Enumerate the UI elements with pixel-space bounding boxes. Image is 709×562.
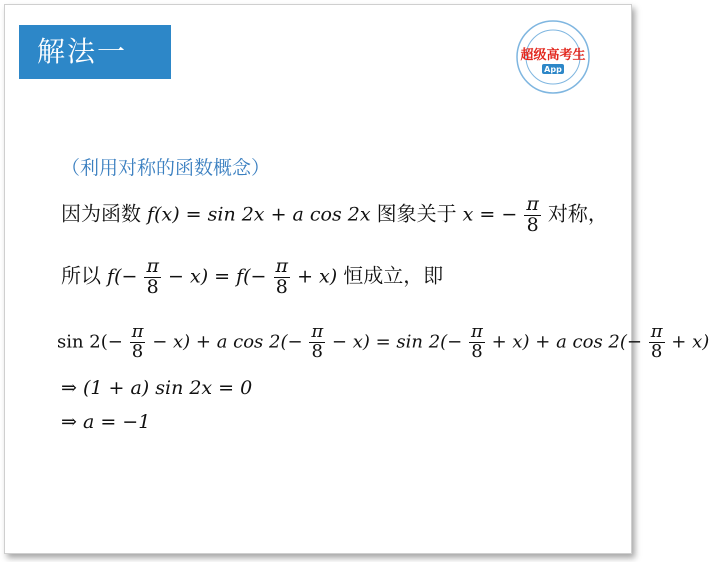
line3-fraction-2 — [309, 323, 325, 362]
line3-fraction-4 — [649, 323, 665, 362]
fraction-denominator: 8 — [275, 275, 288, 298]
subtitle: （利用对称的函数概念） — [61, 157, 271, 179]
line2-fraction-a — [144, 257, 161, 298]
line3-p5: + x) — [671, 331, 709, 353]
equation-line-5: ⇒ a = −1 — [61, 411, 151, 433]
fraction-numerator: π — [471, 321, 483, 342]
method-title-tag — [19, 25, 171, 79]
line2-fraction-b — [274, 257, 291, 298]
logo-brand-text: 超级高考生 — [520, 48, 586, 63]
fraction-numerator: π — [526, 193, 539, 215]
logo-sub-text: App — [544, 65, 562, 74]
line2-mid1: − x) = f(− — [168, 265, 267, 288]
line1-suffix: 对称， — [547, 201, 608, 226]
line2-prefix: 所以 — [61, 263, 101, 288]
equation-line-4: ⇒ (1 + a) sin 2x = 0 — [61, 377, 253, 399]
equation-line-3 — [57, 323, 709, 362]
line2-suffix: 恒成立，即 — [343, 263, 444, 288]
line3-p1: sin 2(− — [57, 331, 123, 353]
line1-prefix: 因为函数 — [61, 201, 141, 226]
fraction-denominator: 8 — [146, 275, 159, 298]
fraction-numerator: π — [275, 255, 289, 277]
slide-card — [4, 4, 709, 554]
line1-eq-lhs: x = − — [462, 203, 518, 226]
line3-p2: − x) + a cos 2(− — [152, 331, 303, 353]
fraction-numerator: π — [146, 255, 159, 277]
line1-expr: f(x) = sin 2x + a cos 2x — [147, 203, 371, 226]
equation-line-1 — [61, 195, 608, 236]
line3-p4: + x) + a cos 2(− — [491, 331, 642, 353]
line3-p3: − x) = sin 2(− — [331, 331, 463, 353]
line1-middle: 图象关于 — [376, 201, 457, 226]
line3-fraction-1 — [130, 323, 146, 362]
fraction-denominator: 8 — [650, 340, 663, 362]
line2-mid2: + x) — [297, 265, 338, 288]
fraction-numerator: π — [311, 321, 324, 342]
fraction-denominator: 8 — [526, 213, 539, 236]
line1-fraction — [524, 195, 541, 236]
fraction-denominator: 8 — [131, 340, 144, 362]
method-title: 解法一 — [37, 35, 128, 68]
fraction-numerator: π — [650, 321, 663, 342]
line2-f1: f(− — [107, 265, 138, 288]
line3-fraction-3 — [469, 323, 485, 362]
fraction-numerator: π — [131, 321, 144, 342]
equation-line-2 — [61, 257, 443, 298]
fraction-denominator: 8 — [311, 340, 323, 362]
app-logo-icon — [515, 19, 591, 95]
fraction-denominator: 8 — [471, 340, 483, 362]
